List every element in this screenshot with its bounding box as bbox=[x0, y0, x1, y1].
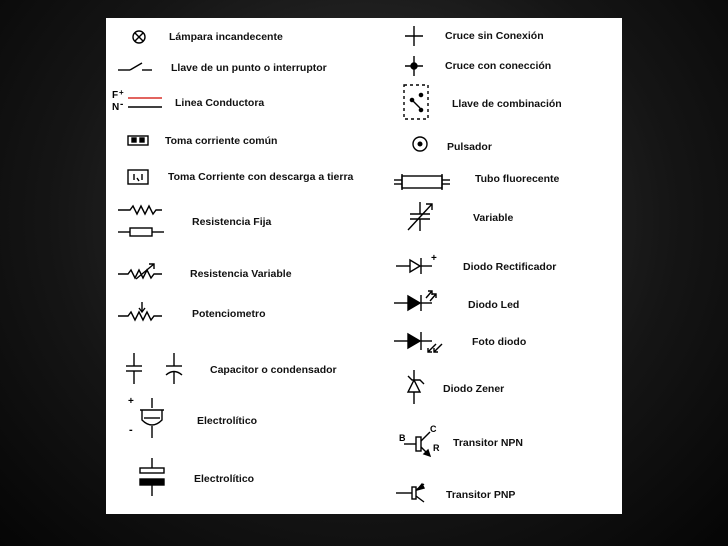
label-tubo: Tubo fluorecente bbox=[475, 173, 560, 185]
phase-mark: F bbox=[112, 90, 119, 101]
npn-transistor-icon bbox=[404, 432, 430, 456]
zener-diode-icon bbox=[408, 370, 424, 404]
variable-resistor-icon bbox=[118, 264, 162, 279]
electrolytic-plus-mark: + bbox=[128, 396, 134, 407]
label-llave: Llave de un punto o interruptor bbox=[171, 62, 327, 74]
rectifier-diode-icon bbox=[396, 258, 432, 274]
label-electrolitico-1: Electrolítico bbox=[197, 415, 258, 427]
label-variable: Variable bbox=[473, 212, 514, 224]
fluorescent-tube-icon bbox=[394, 174, 450, 190]
label-linea: Linea Conductora bbox=[175, 97, 265, 109]
label-cruce-con: Cruce con conección bbox=[445, 60, 552, 72]
label-cruce-sin: Cruce sin Conexión bbox=[445, 30, 544, 42]
pnp-transistor-icon bbox=[396, 484, 424, 502]
label-resistencia-fija: Resistencia Fija bbox=[192, 216, 272, 228]
crossing-no-connection-icon bbox=[405, 26, 423, 46]
emitter-mark: R bbox=[433, 443, 440, 453]
led-diode-icon bbox=[394, 291, 436, 311]
grounded-outlet-icon bbox=[128, 170, 148, 184]
label-toma: Toma corriente común bbox=[165, 135, 278, 147]
label-npn: Transitor NPN bbox=[453, 437, 524, 449]
photodiode-icon bbox=[394, 332, 442, 352]
diode-plus-mark: + bbox=[431, 253, 437, 264]
label-potenciometro: Potenciometro bbox=[192, 308, 266, 320]
switch-icon bbox=[118, 63, 152, 70]
label-foto-diodo: Foto diodo bbox=[472, 336, 527, 348]
electrolytic-minus-mark: - bbox=[129, 424, 133, 436]
label-pnp: Transitor PNP bbox=[446, 489, 516, 501]
potentiometer-icon bbox=[118, 302, 162, 320]
crossing-connection-icon bbox=[405, 56, 423, 76]
base-mark: B bbox=[399, 433, 406, 443]
label-toma-tierra: Toma Corriente con descarga a tierra bbox=[168, 171, 354, 183]
combination-switch-icon bbox=[404, 85, 428, 119]
symbols-sheet bbox=[106, 18, 622, 514]
label-lampara: Lámpara incandecente bbox=[169, 31, 283, 43]
capacitor-icon bbox=[126, 353, 182, 384]
incandescent-lamp-icon bbox=[133, 31, 145, 43]
neutral-mark: N bbox=[112, 102, 120, 113]
conductor-line-icon bbox=[128, 98, 162, 107]
label-pulsador: Pulsador bbox=[447, 141, 492, 153]
phase-plus-mark: + bbox=[119, 88, 124, 97]
label-diodo-rect: Diodo Rectificador bbox=[463, 261, 557, 273]
label-diodo-led: Diodo Led bbox=[468, 299, 520, 311]
neutral-minus-mark: - bbox=[120, 99, 124, 110]
label-resistencia-variable: Resistencia Variable bbox=[190, 268, 292, 280]
label-electrolitico-2: Electrolítico bbox=[194, 473, 255, 485]
outlet-icon bbox=[128, 136, 148, 145]
fixed-resistor-icon bbox=[118, 206, 164, 236]
variable-capacitor-icon bbox=[408, 202, 432, 231]
electrolytic-capacitor-icon bbox=[140, 398, 164, 438]
label-capacitor: Capacitor o condensador bbox=[210, 364, 337, 376]
label-diodo-zener: Diodo Zener bbox=[443, 383, 505, 395]
push-button-icon bbox=[413, 137, 427, 151]
collector-mark: C bbox=[430, 424, 437, 434]
label-llave-comb: Llave de combinación bbox=[452, 98, 562, 110]
electrolytic-capacitor-alt-icon bbox=[140, 458, 164, 496]
